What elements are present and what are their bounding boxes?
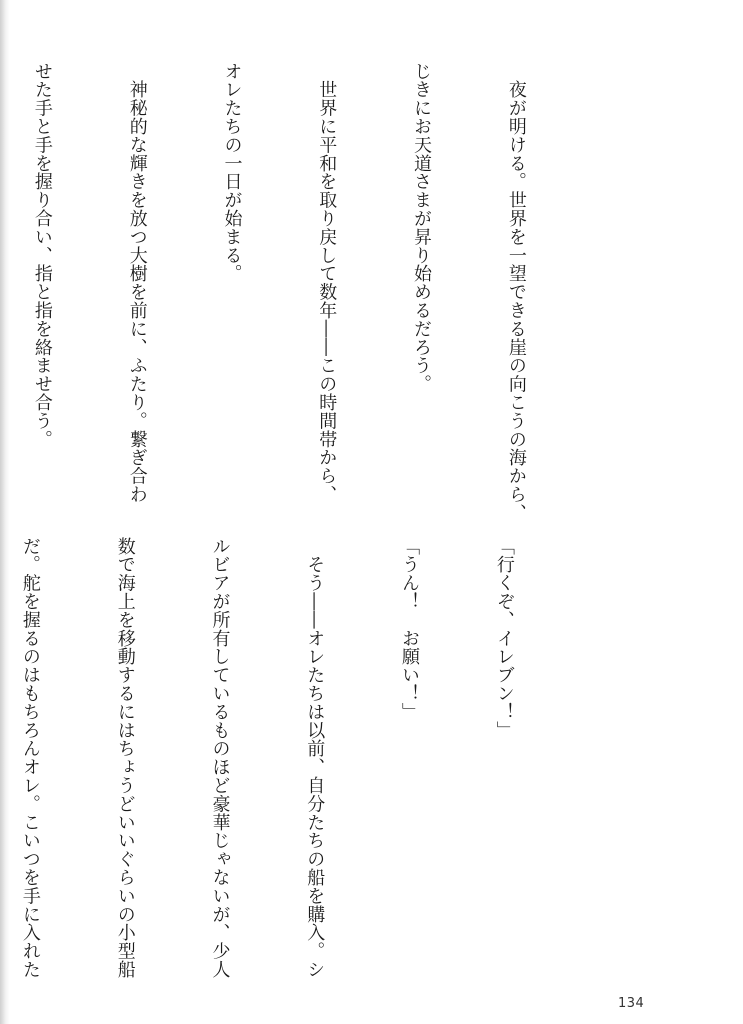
text-line: ルビアが所有しているものほど豪華じゃないが、少人 [209,537,231,979]
text-block-lower [19,537,583,982]
text-block-upper [31,62,595,522]
text-line: 夜が明ける。世界を一望できる崖の向こうの海から、 [505,62,527,522]
text-line: 「行くぞ、イレブン！」 [493,537,515,740]
text-line: オレたちの一日が始まる。 [221,62,243,283]
text-line: そう――オレたちは以前、自分たちの船を購入。シ [304,537,326,979]
page-number: 134 [618,996,645,1011]
text-line: 世界に平和を取り戻して数年――この時間帯から、 [316,62,338,504]
text-line: じきにお天道さまが昇り始めるだろう。 [411,62,433,394]
text-line: 数で海上を移動するにはちょうどいいぐらいの小型船 [114,537,136,979]
text-line: せた手と手を握り合い、指と指を絡ませ合う。 [31,62,53,449]
text-line: 神秘的な輝きを放つ大樹を前に、ふたり。繋ぎ合わ [126,62,148,504]
text-line: だ。舵を握るのはもちろんオレ。こいつを手に入れた [19,537,41,979]
text-line: 「うん！ お願い！」 [399,537,421,721]
